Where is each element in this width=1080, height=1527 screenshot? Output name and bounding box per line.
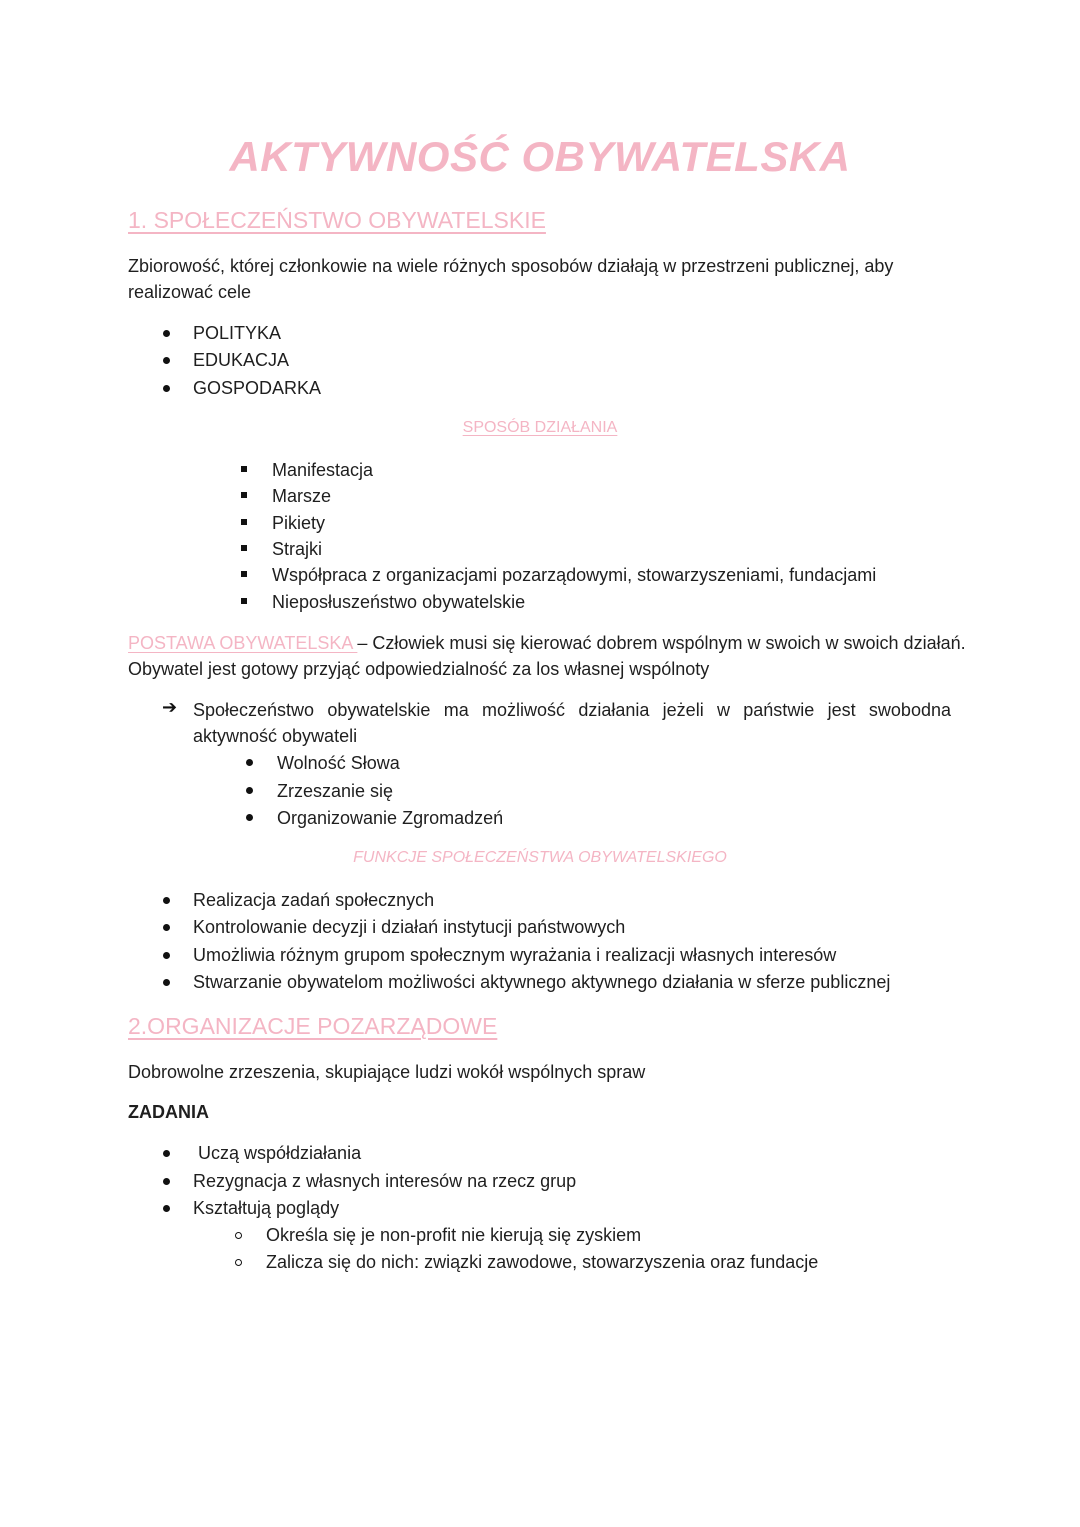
square-bullet-icon [241, 492, 247, 498]
list-subitem: Określa się je non-profit nie kierują się zyskiem [266, 1225, 642, 1245]
list-item-freedom: Organizowanie Zgromadzeń [277, 808, 504, 828]
list-item-method: Manifestacja [272, 460, 374, 480]
bullet-icon [163, 385, 170, 392]
bullet-icon [246, 787, 253, 794]
functions-heading: FUNKCJE SPOŁECZEŃSTWA OBYWATELSKIEGO [353, 849, 727, 866]
square-bullet-icon [241, 519, 247, 525]
list-item-area: GOSPODARKA [193, 378, 322, 398]
section-heading-1: 1. SPOŁECZEŃSTWO OBYWATELSKIE [128, 207, 546, 233]
list-item-freedom: Zrzeszanie się [277, 781, 394, 801]
list-item-task: Uczą współdziałania [193, 1143, 362, 1163]
attitude-text: – Człowiek musi się kierować dobrem wspólnym w swoich w swoich działań. [357, 633, 966, 653]
bullet-icon [163, 357, 170, 364]
bullet-icon [163, 897, 170, 904]
arrow-right-icon: ➔ [162, 697, 178, 717]
bullet-icon [246, 759, 253, 766]
list-item-function: Kontrolowanie decyzji i działań instytucji państwowych [193, 917, 626, 937]
bullet-icon [246, 814, 253, 821]
list-item-method: Nieposłuszeństwo obywatelskie [272, 592, 526, 612]
list-item-method: Współpraca z organizacjami pozarządowymi, stowarzyszeniami, fundacjami [272, 565, 877, 585]
list-item-task: Kształtują poglądy [193, 1198, 340, 1218]
tasks-heading: ZADANIA [128, 1102, 209, 1122]
list-item-area: POLITYKA [193, 323, 282, 343]
square-bullet-icon [241, 571, 247, 577]
definition-line-2: realizować cele [128, 282, 252, 302]
list-item-area: EDUKACJA [193, 350, 290, 370]
page-title: AKTYWNOŚĆ OBYWATELSKA [229, 133, 851, 180]
condition-line-2: aktywność obywateli [193, 726, 358, 746]
list-item-function: Umożliwia różnym grupom społecznym wyrażania i realizacji własnych interesów [193, 945, 837, 965]
organizations-definition: Dobrowolne zrzeszenia, skupiające ludzi wokół wspólnych spraw [128, 1062, 646, 1082]
square-bullet-icon [241, 545, 247, 551]
section-heading-2: 2.ORGANIZACJE POZARZĄDOWE [128, 1013, 498, 1039]
circle-bullet-icon [235, 1232, 242, 1239]
list-subitem: Zalicza się do nich: związki zawodowe, stowarzyszenia oraz fundacje [266, 1252, 819, 1272]
definition-line-1: Zbiorowość, której członkowie na wiele różnych sposobów działają w przestrzeni publicznej, aby [128, 256, 894, 276]
bullet-icon [163, 1205, 170, 1212]
list-item-freedom: Wolność Słowa [277, 753, 400, 773]
list-item-task: Rezygnacja z własnych interesów na rzecz grup [193, 1171, 577, 1191]
square-bullet-icon [241, 598, 247, 604]
bullet-icon [163, 952, 170, 959]
list-item-method: Strajki [272, 539, 323, 559]
bullet-icon [163, 1150, 170, 1157]
list-item-function: Stwarzanie obywatelom możliwości aktywnego aktywnego działania w sferze publicznej [193, 972, 891, 992]
attitude-paragraph [128, 630, 966, 656]
bullet-icon [163, 1178, 170, 1185]
list-item-function: Realizacja zadań społecznych [193, 890, 435, 910]
bullet-icon [163, 979, 170, 986]
methods-heading: SPOSÓB DZIAŁANIA [462, 419, 618, 436]
circle-bullet-icon [235, 1259, 242, 1266]
square-bullet-icon [241, 466, 247, 472]
condition-line-1: Społeczeństwo obywatelskie ma możliwość działania jeżeli w państwie jest swobodna [193, 700, 951, 720]
list-item-method: Pikiety [272, 513, 326, 533]
attitude-line-2: Obywatel jest gotowy przyjąć odpowiedzialność za los własnej wspólnoty [128, 659, 710, 679]
bullet-icon [163, 924, 170, 931]
bullet-icon [163, 330, 170, 337]
attitude-label: POSTAWA OBYWATELSKA [128, 633, 358, 653]
list-item-method: Marsze [272, 486, 332, 506]
